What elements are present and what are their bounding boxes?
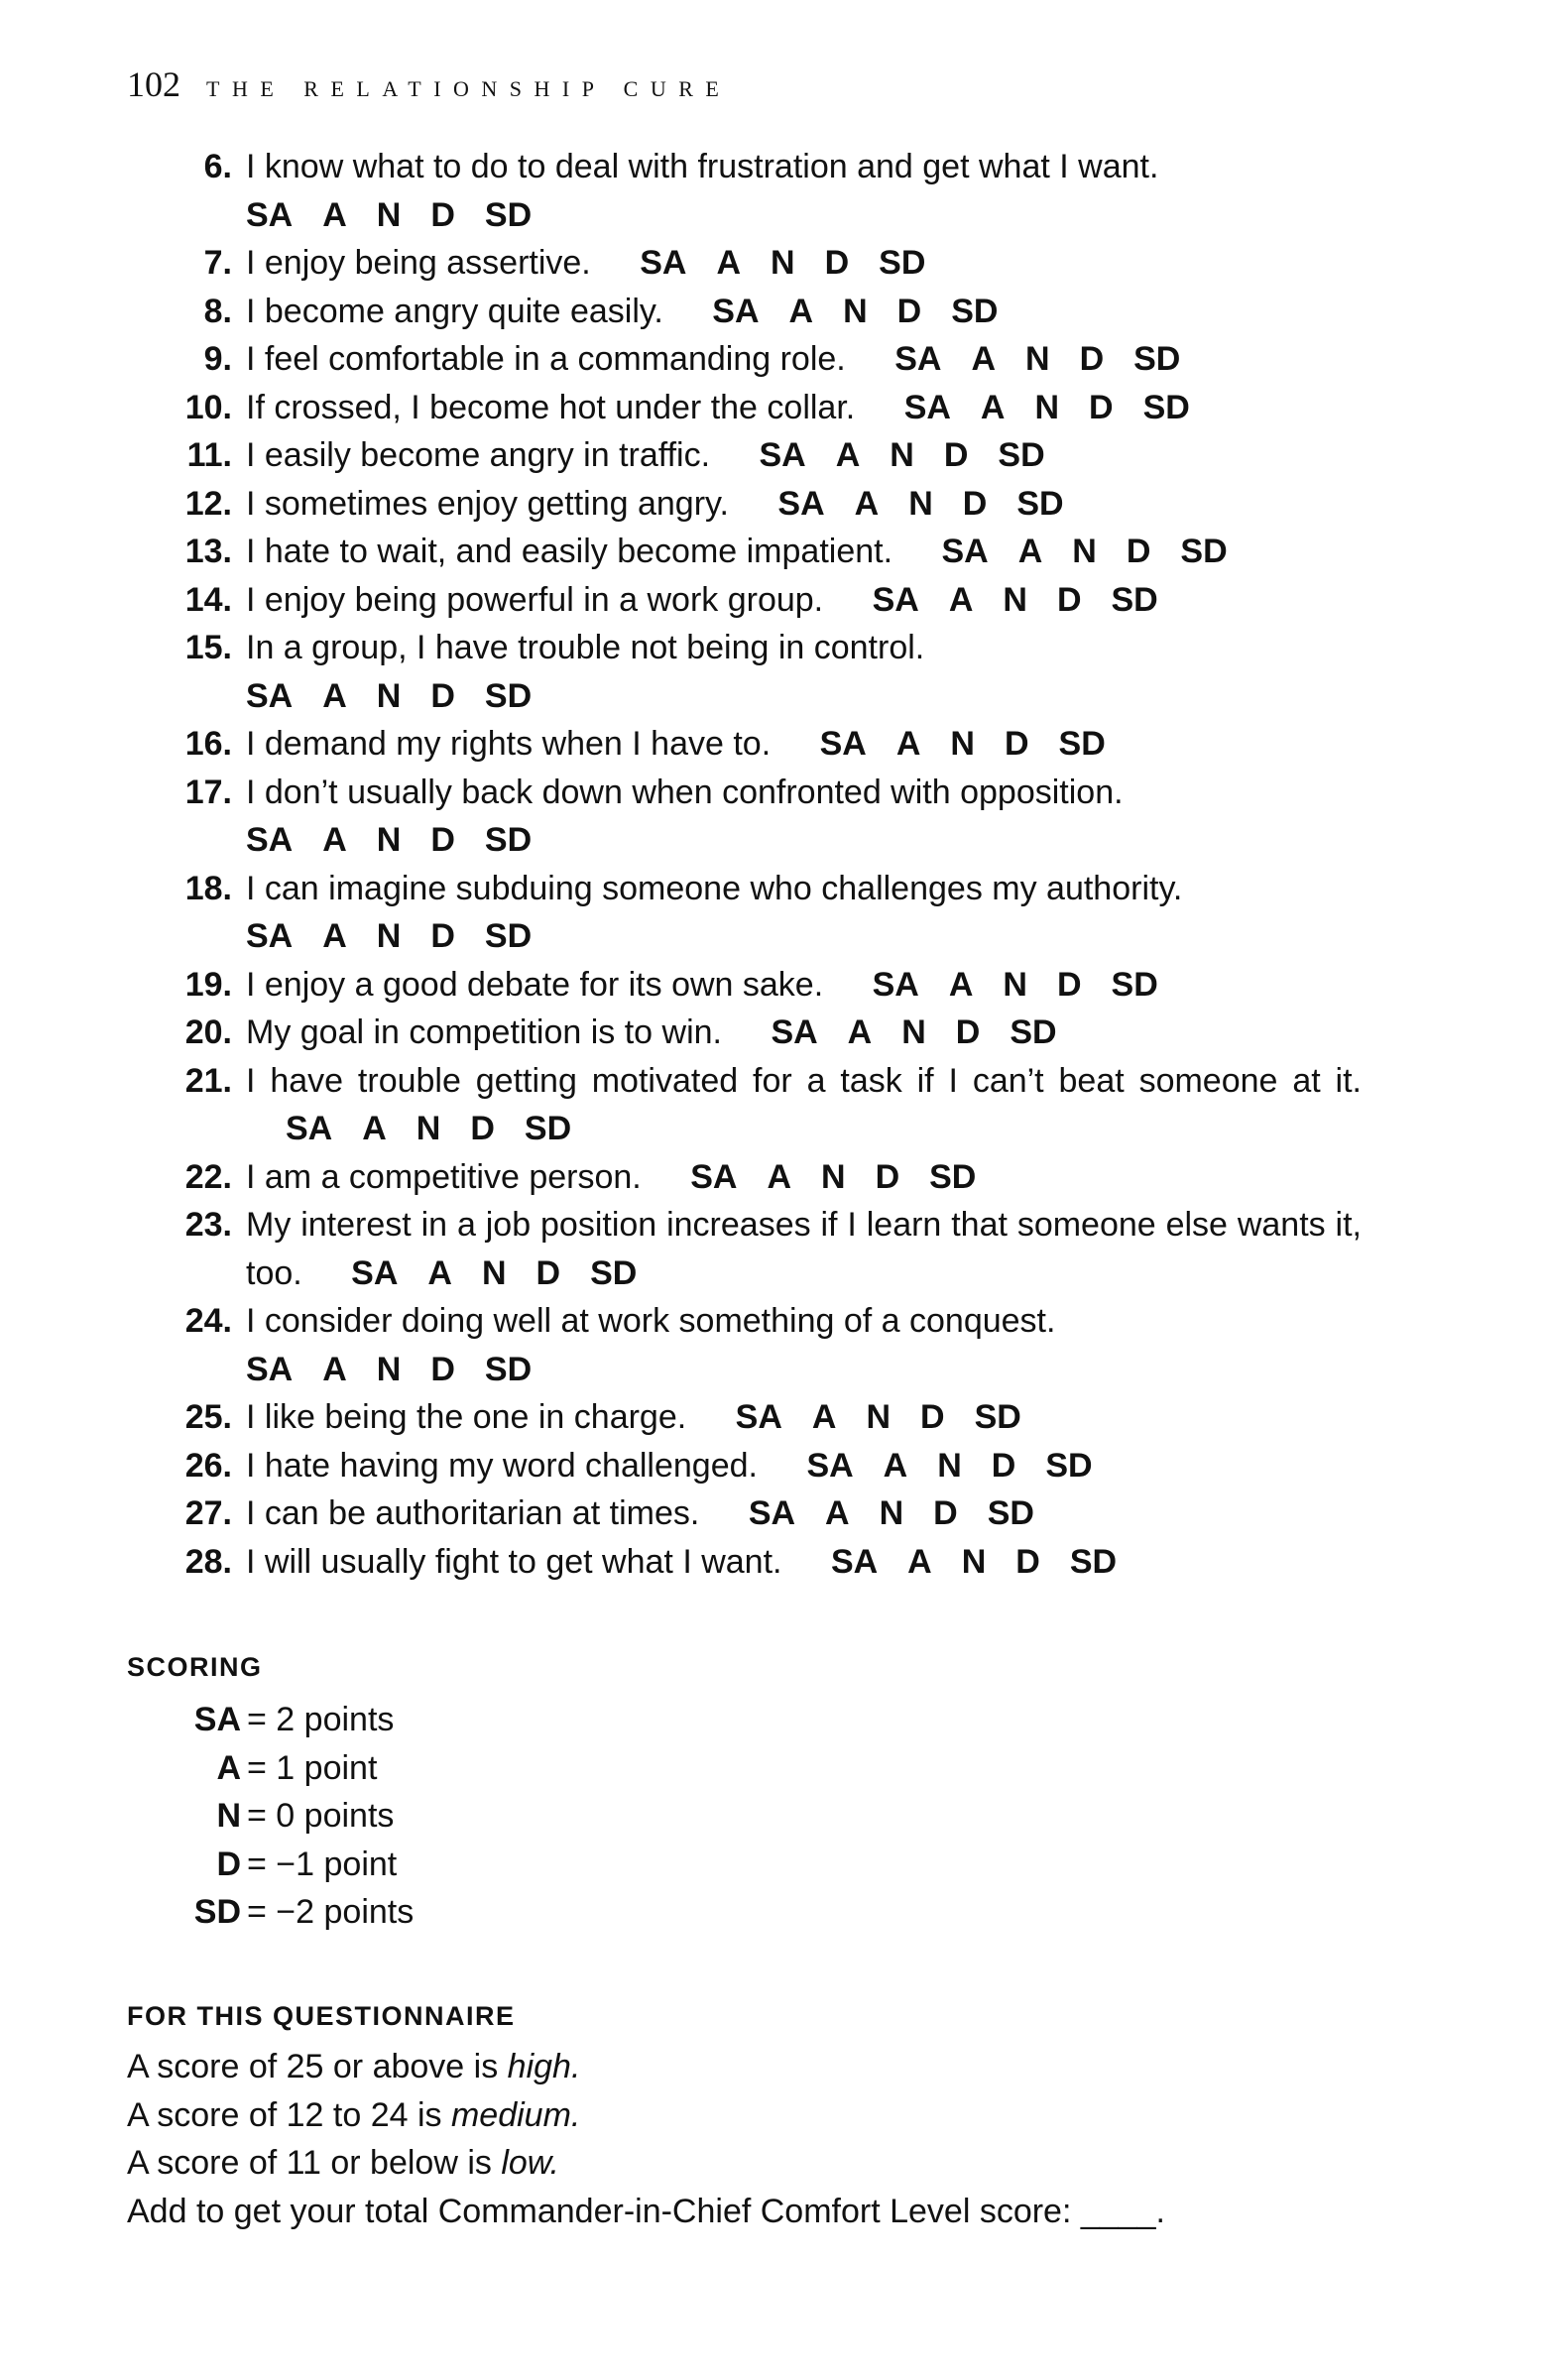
question-text: In a group, I have trouble not being in control. [246,629,925,666]
scoring-value: = −1 point [247,1844,398,1883]
question-number: 9. [203,340,232,378]
question-text: My interest in a job position increases if I learn that someone else wants it, too. [246,1206,1362,1292]
rating-scale [286,1110,571,1147]
question-body [246,480,1362,529]
rating-option-sd: SD [590,1253,638,1292]
rating-option-n: N [890,436,914,474]
scoring-key: SA [193,1701,241,1738]
question-body [246,961,1362,1010]
rating-option-d: D [955,1013,981,1051]
rating-option-d: D [824,244,850,282]
question-text: I feel comfortable in a commanding role. [246,340,846,378]
rating-option-sa: SA [246,195,294,234]
question-number: 12. [184,484,232,523]
rating-scale [246,816,1362,865]
rating-option-n: N [937,1446,962,1485]
rating-option-a: A [322,676,347,715]
scoring-key: A [216,1748,241,1787]
question-text: I demand my rights when I have to. [246,725,772,763]
rating-option-n: N [1003,580,1027,619]
question-body [246,624,1362,720]
question-body [246,720,1362,769]
question-number: 7. [203,244,232,282]
question-body [246,1442,1362,1490]
rating-option-a: A [322,1350,347,1388]
rating-option-sd: SD [1180,533,1228,570]
rating-scale [640,244,925,282]
rating-scale [873,581,1158,619]
running-header [127,63,731,105]
rating-scale [873,966,1158,1004]
scoring-row [127,1696,414,1744]
question-text: I hate to wait, and easily become impatient. [246,533,893,570]
rating-option-a: A [854,484,880,523]
rating-option-sa: SA [771,1013,818,1051]
question-number: 23. [184,1206,232,1244]
rating-option-sd: SD [1010,1013,1057,1051]
question-text: I have trouble getting motivated for a task if I can’t beat someone at it. [246,1061,1362,1100]
question-text: If crossed, I become hot under the collar. [246,388,856,426]
question-number: 16. [184,725,232,763]
rating-option-sd: SD [1016,484,1064,523]
rating-option-n: N [376,676,402,715]
rating-option-d: D [962,484,988,523]
question-body [246,528,1362,576]
rating-option-n: N [1034,388,1060,426]
rating-option-a: A [811,1398,837,1436]
scoring-value: = 2 points [247,1701,395,1738]
question-number: 27. [184,1494,232,1532]
question-body [246,1489,1362,1538]
question-item [149,1393,1378,1442]
question-text: I enjoy being assertive. [246,244,591,282]
question-body [246,1153,1362,1202]
rating-option-d: D [430,195,455,234]
rating-option-d: D [1004,725,1029,763]
rating-option-a: A [907,1542,932,1581]
rating-option-sa: SA [941,533,989,570]
rating-scale [246,1346,1362,1394]
question-item [149,1538,1378,1587]
scoring-row [127,1792,414,1841]
question-item [149,1153,1378,1202]
question-number: 6. [203,148,232,185]
score-range-line [127,2139,1165,2188]
score-range-line [127,2091,1165,2140]
rating-scale [351,1254,637,1292]
question-item [149,961,1378,1010]
score-level: low. [501,2144,559,2182]
rating-option-sa: SA [777,484,825,523]
rating-option-sa: SA [246,1350,294,1388]
rating-option-sd: SD [1111,965,1158,1004]
rating-option-n: N [1025,340,1050,378]
question-body [246,769,1362,865]
question-number: 21. [184,1061,232,1100]
rating-option-d: D [470,1110,495,1147]
scoring-key: SD [193,1893,241,1931]
question-body [246,143,1362,239]
question-number: 25. [184,1398,232,1436]
question-item [149,1057,1378,1153]
rating-option-n: N [879,1494,904,1532]
question-item [149,1297,1378,1393]
rating-option-sd: SD [1045,1446,1093,1485]
question-item [149,624,1378,720]
rating-option-a: A [767,1157,791,1196]
rating-scale [806,1447,1092,1485]
question-number: 8. [203,292,232,330]
score-range-line [127,2043,1165,2091]
question-item [149,384,1378,432]
question-number: 28. [184,1542,232,1581]
question-text: I will usually fight to get what I want. [246,1542,782,1581]
rating-option-a: A [1017,533,1043,570]
question-item [149,288,1378,336]
rating-option-sd: SD [987,1494,1034,1532]
rating-option-sa: SA [246,821,294,859]
rating-option-sd: SD [951,292,999,330]
rating-option-sa: SA [759,436,806,474]
question-item [149,335,1378,384]
rating-option-n: N [376,917,402,955]
question-body [246,335,1362,384]
scoring-key: D [216,1844,241,1883]
question-body [246,576,1362,625]
page-number: 102 [127,64,180,104]
question-number: 18. [184,869,232,907]
rating-option-n: N [901,1013,926,1051]
rating-option-sa: SA [903,388,951,426]
question-item [149,1009,1378,1057]
questionnaire-items [149,143,1378,1586]
rating-scale [736,1398,1021,1436]
rating-scale [904,389,1190,426]
scoring-table [127,1696,414,1937]
rating-option-sd: SD [1142,388,1190,426]
rating-option-a: A [835,436,861,474]
rating-option-n: N [376,195,402,234]
question-number: 14. [184,580,232,619]
rating-option-n: N [1072,533,1097,570]
rating-option-sd: SD [524,1110,572,1147]
question-text: I can imagine subduing someone who challenges my authority. [246,869,1183,907]
score-range-text: A score of 12 to 24 is [127,2095,451,2134]
rating-option-sa: SA [246,676,294,715]
rating-option-sd: SD [1058,725,1106,763]
rating-option-sa: SA [830,1542,879,1581]
question-item [149,576,1378,625]
score-level: high. [507,2048,581,2085]
question-text: I enjoy being powerful in a work group. [246,580,824,619]
rating-option-sd: SD [1069,1542,1118,1581]
rating-option-a: A [788,292,814,330]
rating-scale [246,912,1362,961]
question-item [149,720,1378,769]
question-number: 20. [184,1013,232,1051]
question-body [246,1057,1362,1153]
question-number: 11. [186,436,232,474]
scoring-row [127,1888,414,1937]
rating-option-sa: SA [640,244,687,282]
rating-option-d: D [430,1350,455,1388]
rating-option-d: D [430,821,455,859]
question-item [149,431,1378,480]
rating-option-n: N [866,1398,892,1436]
question-text: I am a competitive person. [246,1157,642,1196]
question-text: I easily become angry in traffic. [246,436,711,474]
rating-option-a: A [980,388,1006,426]
rating-option-a: A [847,1013,873,1051]
scoring-value: = 1 point [247,1748,378,1787]
rating-option-a: A [716,244,742,282]
question-item [149,1489,1378,1538]
question-number: 19. [184,965,232,1004]
rating-option-sa: SA [286,1110,333,1147]
question-body [246,431,1362,480]
question-text: I enjoy a good debate for its own sake. [246,965,824,1004]
rating-option-d: D [991,1446,1016,1485]
question-text: I can be authoritarian at times. [246,1494,700,1532]
rating-option-d: D [535,1253,561,1292]
score-interpretation [127,2043,1165,2235]
rating-option-sa: SA [872,965,919,1004]
question-text: I don’t usually back down when confronted with opposition. [246,773,1124,811]
rating-option-n: N [416,1110,441,1147]
question-item [149,865,1378,961]
question-body [246,865,1362,961]
rating-option-a: A [883,1446,908,1485]
question-body [246,1538,1362,1587]
rating-option-a: A [322,917,347,955]
rating-option-a: A [322,821,347,859]
rating-option-sa: SA [806,1446,854,1485]
rating-option-sd: SD [484,195,533,234]
question-text: My goal in competition is to win. [246,1013,722,1051]
rating-option-a: A [427,1253,452,1292]
question-item [149,1201,1378,1297]
rating-scale [777,485,1063,523]
rating-option-sd: SD [998,436,1045,474]
question-number: 26. [184,1446,232,1485]
scoring-key: N [216,1797,241,1835]
rating-option-d: D [430,676,455,715]
rating-scale [759,436,1044,474]
question-number: 13. [184,533,232,570]
scoring-row [127,1841,414,1889]
rating-option-d: D [1056,965,1082,1004]
rating-option-n: N [481,1253,507,1292]
question-text: I like being the one in charge. [246,1398,687,1436]
score-level: medium. [450,2095,581,2134]
questionnaire-heading: FOR THIS QUESTIONNAIRE [127,2001,516,2031]
rating-scale [894,340,1180,378]
rating-option-n: N [771,244,795,282]
rating-scale [831,1543,1117,1581]
rating-option-sa: SA [819,725,867,763]
score-range-text: A score of 11 or below is [127,2144,502,2182]
rating-option-sa: SA [872,580,919,619]
rating-option-d: D [430,917,455,955]
question-text: I sometimes enjoy getting angry. [246,484,729,523]
question-item [149,528,1378,576]
rating-option-sa: SA [351,1253,399,1292]
rating-option-n: N [376,821,402,859]
question-body [246,1393,1362,1442]
question-body [246,288,1362,336]
rating-option-n: N [1003,965,1027,1004]
question-item [149,480,1378,529]
question-body [246,239,1362,288]
rating-option-sa: SA [690,1157,738,1196]
question-body [246,1009,1362,1057]
rating-option-d: D [943,436,969,474]
rating-option-sd: SD [1111,580,1158,619]
rating-option-d: D [933,1494,958,1532]
question-text: I hate having my word challenged. [246,1446,758,1485]
rating-scale [749,1494,1034,1532]
rating-option-sd: SD [974,1398,1021,1436]
rating-scale [712,293,998,330]
question-text: I consider doing well at work something of a conquest. [246,1302,1056,1340]
question-body [246,1297,1362,1393]
rating-option-d: D [1015,1542,1040,1581]
rating-option-a: A [948,965,974,1004]
question-body [246,384,1362,432]
rating-option-sd: SD [484,917,533,955]
score-range-text: A score of 25 or above is [127,2048,508,2085]
question-number: 10. [184,388,232,426]
rating-option-a: A [971,340,996,378]
scoring-heading: SCORING [127,1652,263,1682]
rating-option-d: D [1079,340,1105,378]
rating-option-a: A [948,580,974,619]
rating-option-a: A [322,195,347,234]
rating-scale [771,1013,1056,1051]
scoring-value: = 0 points [247,1797,395,1835]
question-item [149,1442,1378,1490]
question-number: 17. [184,773,232,811]
rating-scale [820,725,1106,763]
rating-scale [690,1158,976,1196]
scoring-row [127,1744,414,1793]
question-text: I know what to do to deal with frustration and get what I want. [246,148,1159,185]
rating-option-a: A [895,725,921,763]
rating-scale [246,672,1362,721]
rating-option-d: D [1089,388,1114,426]
rating-option-sa: SA [712,292,760,330]
rating-option-n: N [821,1157,846,1196]
scoring-value: = −2 points [247,1893,415,1931]
question-number: 24. [184,1302,232,1340]
rating-option-d: D [1126,533,1151,570]
rating-option-d: D [896,292,922,330]
question-item [149,239,1378,288]
rating-option-d: D [920,1398,945,1436]
rating-option-sd: SD [484,676,533,715]
rating-option-n: N [376,1350,402,1388]
rating-option-sd: SD [929,1157,977,1196]
rating-option-n: N [950,725,975,763]
total-score-line: Add to get your total Commander-in-Chief Comfort Level score: ____. [127,2192,1165,2230]
rating-option-d: D [1056,580,1082,619]
rating-option-sd: SD [879,244,926,282]
rating-option-sa: SA [246,917,294,955]
rating-option-a: A [825,1494,850,1532]
question-item [149,769,1378,865]
rating-option-sd: SD [1133,340,1181,378]
question-item [149,143,1378,239]
question-text: I become angry quite easily. [246,292,663,330]
rating-option-d: D [875,1157,900,1196]
question-number: 15. [184,629,232,666]
question-number: 22. [184,1157,232,1196]
running-title: THE RELATIONSHIP CURE [206,76,732,101]
rating-option-n: N [908,484,933,523]
rating-option-sd: SD [484,1350,533,1388]
rating-option-sa: SA [748,1494,796,1532]
rating-option-sa: SA [735,1398,782,1436]
rating-option-sd: SD [484,821,533,859]
rating-scale [941,533,1227,570]
rating-option-a: A [362,1110,387,1147]
rating-option-n: N [843,292,868,330]
rating-option-sa: SA [894,340,942,378]
question-body [246,1201,1362,1297]
rating-scale [246,191,1362,240]
rating-option-n: N [961,1542,987,1581]
